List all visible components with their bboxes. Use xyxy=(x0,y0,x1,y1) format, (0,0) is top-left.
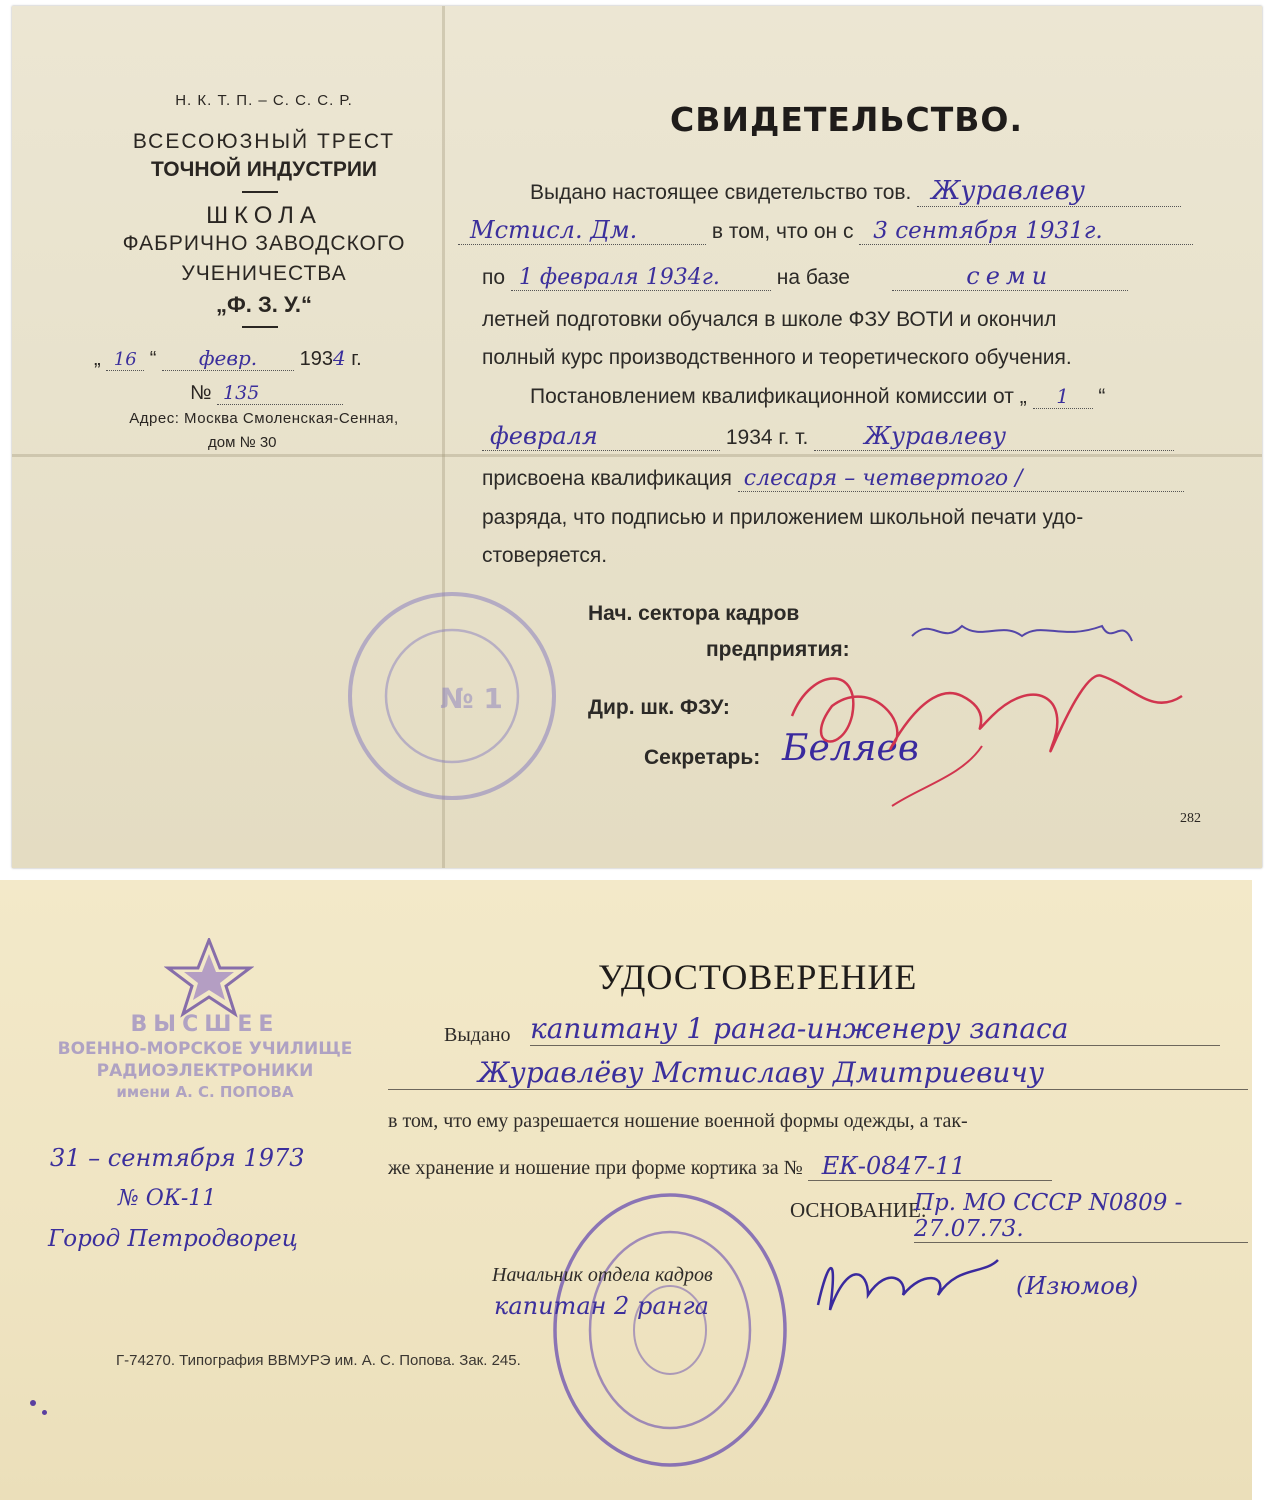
school-corner-stamp xyxy=(50,1012,360,1101)
qualification-hand: слесаря – четвертого / xyxy=(738,466,1184,492)
handwritten-signatures xyxy=(772,606,1192,816)
start-date-hand: 3 сентября 1931г. xyxy=(859,218,1193,245)
chief-signature xyxy=(808,1240,1008,1320)
body-line-2-text: в том, что он с xyxy=(711,220,854,243)
body-line-3-text: на базе xyxy=(776,266,850,289)
chief-rank-hand: капитан 2 ранга xyxy=(494,1292,709,1320)
header-school-line-3: УЧЕНИЧЕСТВА xyxy=(181,262,347,285)
secretary-signature-hand: Беляев xyxy=(782,728,919,769)
header-divider xyxy=(242,191,278,193)
basis-order-hand: Пр. МО СССР N0809 - 27.07.73. xyxy=(914,1190,1248,1243)
body-line-4 xyxy=(388,1152,1052,1181)
header-school-line-1: ШКОЛА xyxy=(206,202,322,229)
stamp-line-1: ВЫСШЕЕ xyxy=(130,1012,280,1037)
stamp-line-2: ВОЕННО-МОРСКОЕ УЧИЛИЩЕ xyxy=(57,1039,353,1059)
header-trust-line-2: ТОЧНОЙ ИНДУСТРИИ xyxy=(150,158,378,181)
chief-title-line: Начальник отдела кадров xyxy=(492,1264,713,1286)
address-line-2: дом № 30 xyxy=(208,434,277,451)
body-line-3-po: по xyxy=(482,266,506,289)
basis-label: ОСНОВАНИЕ: xyxy=(790,1198,927,1222)
certificate-document xyxy=(12,6,1262,868)
ink-dot xyxy=(42,1410,47,1415)
header-date-line xyxy=(94,346,434,371)
header-trust-line-1: ВСЕСОЮЗНЫЙ ТРЕСТ xyxy=(132,130,396,153)
date-suffix: г. xyxy=(351,348,362,370)
signature-label-hr-line-1: Нач. сектора кадров xyxy=(588,602,800,625)
ink-dot xyxy=(30,1400,36,1406)
recipient-surname-hand-2: Журавлеву xyxy=(814,422,1174,451)
issued-label: Выдано xyxy=(444,1024,511,1046)
body-line-4: летней подготовки обучался в школе ФЗУ ВОТИ и окончил xyxy=(482,308,1057,331)
stamp-line-4: имени А. С. ПОПОВА xyxy=(116,1083,294,1101)
number-value: 135 xyxy=(217,382,343,405)
education-years-hand: семи xyxy=(892,262,1128,291)
commission-month-hand: февраля xyxy=(482,422,720,451)
issued-name-hand: Журавлёву Мстиславу Дмитриевичу xyxy=(388,1056,1248,1090)
identity-document xyxy=(0,880,1252,1500)
identity-title: УДОСТОВЕРЕНИЕ xyxy=(598,957,918,997)
recipient-surname-hand: Журавлеву xyxy=(917,176,1181,207)
header-school-line-2: ФАБРИЧНО ЗАВОДСКОГО xyxy=(122,232,406,255)
page-number: 282 xyxy=(1180,811,1201,826)
certificate-title: СВИДЕТЕЛЬСТВО. xyxy=(670,100,1024,139)
date-open-quote: „ xyxy=(94,348,101,370)
body-line-9: разряда, что подписью и приложением школьной печати удо- xyxy=(482,506,1084,529)
header-org-line: Н. К. Т. П. – С. С. С. Р. xyxy=(175,92,353,109)
date-day: 16 xyxy=(106,349,144,371)
end-date-hand: 1 февраля 1934г. xyxy=(511,265,771,291)
body-line-8 xyxy=(482,466,1184,492)
header-number-line xyxy=(190,382,343,405)
signature-label-hr-line-2: предприятия: xyxy=(706,638,850,661)
school-round-stamp xyxy=(332,576,572,816)
date-month: февр. xyxy=(162,346,294,371)
date-close-quote: “ xyxy=(149,348,157,370)
body-line-7 xyxy=(482,422,1174,451)
body-line-7-text: 1934 г. т. xyxy=(725,426,809,449)
dirk-number-hand: ЕК-0847-11 xyxy=(808,1152,1052,1181)
body-line-6 xyxy=(530,384,1105,409)
star-emblem xyxy=(164,938,254,1018)
paper-fold-horizontal xyxy=(12,454,1262,457)
address-line-1: Адрес: Москва Смоленская-Сенная, xyxy=(129,410,399,427)
commission-day-hand: 1 xyxy=(1033,384,1093,409)
header-school-line-4: „Ф. З. У.“ xyxy=(215,292,313,317)
body-line-3: в том, что ему разрешается ношение военной формы одежды, а так- xyxy=(388,1110,968,1132)
date-year-prefix: 193 xyxy=(299,348,333,370)
body-line-1-text: Выдано настоящее свидетельство тов. xyxy=(530,181,912,204)
chief-name-hand: (Изюмов) xyxy=(1016,1272,1139,1300)
body-line-5: полный курс производственного и теоретического обучения. xyxy=(482,346,1072,369)
body-line-4-text: же хранение и ношение при форме кортика за № xyxy=(388,1157,803,1179)
header-divider-2 xyxy=(242,326,278,328)
signature-label-director: Дир. шк. ФЗУ: xyxy=(588,696,730,719)
recipient-initials-hand: Мстисл. Дм. xyxy=(458,216,706,245)
stamp-line-3: РАДИОЭЛЕКТРОНИКИ xyxy=(96,1061,314,1081)
issue-city-hand: Город Петродворец xyxy=(48,1226,298,1252)
body-line-6-text: Постановлением квалификационной комиссии от „ xyxy=(530,385,1027,408)
issue-number-hand: № ОК-11 xyxy=(118,1186,217,1211)
naval-school-round-stamp xyxy=(540,1180,800,1480)
svg-text:№ 1: № 1 xyxy=(440,682,503,715)
signature-label-secretary: Секретарь: xyxy=(644,746,761,769)
issue-date-hand: 31 – сентября 1973 xyxy=(50,1144,305,1172)
body-line-3 xyxy=(482,262,1128,291)
body-line-6-end: “ xyxy=(1098,385,1106,408)
date-year-hand: 4 xyxy=(332,346,346,370)
number-label: № xyxy=(190,382,212,404)
body-line-1 xyxy=(530,176,1181,207)
printer-footer: Г-74270. Типография ВВМУРЭ им. А. С. Попова. Зак. 245. xyxy=(116,1352,521,1369)
body-line-8-text: присвоена квалификация xyxy=(482,467,732,490)
body-line-2 xyxy=(458,216,1193,245)
body-line-10: стоверяется. xyxy=(482,544,608,567)
issued-rank-hand: капитану 1 ранга-инженеру запаса xyxy=(530,1012,1220,1046)
